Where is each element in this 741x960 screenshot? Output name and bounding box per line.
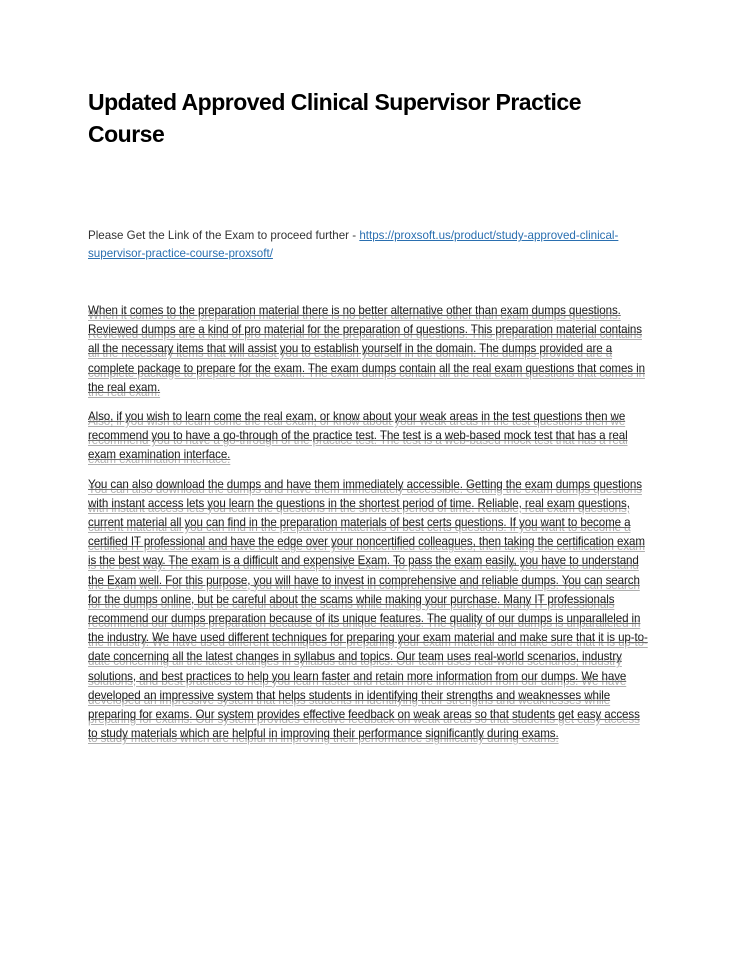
- paragraph-preparation-material: When it comes to the preparation material there is no better alternative other than exam dumps questions. Reviewed dumps are a kind of pro material for the preparation of questions. This preparation material contains all the necessary items that will assist you to establish yourself in the domain. The dumps provided are a complete package to prepare for the exam. The exam dumps contain all the real exam questions that comes in the real exam.: [88, 304, 645, 394]
- paragraph-practice-test: Also, if you wish to learn come the real exam, or know about your weak areas in the test questions then we recommend you to have a go-through of the practice test. The test is a web-based mock test that has a real exam examination interface.: [88, 410, 628, 462]
- document-title: Updated Approved Clinical Supervisor Practice Course: [88, 89, 582, 147]
- body-content: [88, 301, 650, 753]
- intro-paragraph: [88, 227, 648, 262]
- exam-link[interactable]: https://proxsoft.us/product/study-approved-clinical-supervisor-practice-course-proxsoft/: [88, 229, 619, 260]
- paragraph-download-dumps: You can also download the dumps and have them immediately accessible. Getting the exam dumps questions with instant access lets you learn the questions in the shortest period of time. Reliable, real exam questions, current material all you can find in the preparation materials of best certs questions. If you want to become a certified IT professional and have the edge over your noncertified colleagues, then taking the certification exam is the best way. The exam is a difficult and expensive Exam. To pass the exam easily, you have to understand the Exam well. For this purpose, you will have to invest in comprehensive and reliable dumps. You can search for the dumps online, but be careful about the scams while making your purchase. Many IT professionals recommend our dumps preparation because of its unique features. The quality of our dumps is unparalleled in the industry. We have used different techniques for preparing your exam material and make sure that it is up-to-date concerning all the latest changes in syllabus and topics. Our team uses real-world scenarios, industry solutions, and best practices to help you learn faster and retain more information from our dumps. We have developed an impressive system that helps students in identifying their strengths and weaknesses while preparing for exams. Our system provides effective feedback on weak areas so that students get easy access to study materials which are helpful in improving their performance significantly during exams.: [88, 477, 648, 741]
- intro-text: Please Get the Link of the Exam to proceed further -: [88, 229, 360, 242]
